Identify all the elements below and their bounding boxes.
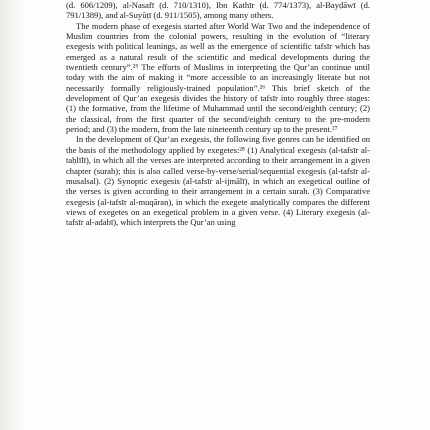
paragraph-modern-phase: The modern phase of exegesis started after World War Two and the independence of Muslim countries from the colonial powers, resulting in the evolution of “literary exegesis with political leanings, as well as the emergence of scientific tafsīr which has emerged as a natural result of the scientific and medical developments during the twentieth century”.²⁵ The efforts of Muslims in interpreting the Qur’an continue until today with the aim of making it “more accessible to an increasingly literate but not necessarily formally religiously-trained population”.²⁶ This brief sketch of the development of Qur’an exegesis divides the history of tafsīr into roughly three stages: (1) the formative, from the lifetime of Muhammad until the second/eighth century; (2) the classical, from the first quarter of the second/eighth century to the pre-modern period; and (3) the modern, from the late nineteenth century up to the present.²⁷ xyxy=(66,20,370,135)
paragraph-exegesis-genres: In the development of Qur’an exegesis, the following five genres can be identified on the basis of the methodology applied by exegetes:²⁸ (1) Analytical exegesis (al-tafsīr al-taḥlīlī), in which all the verses are interpreted according to their arrangement in a given chapter (surah); this is also called verse-by-verse/serial/sequential exegesis (al-tafsīr al-musalsal). (2) Synoptic exegesis (al-tafsīr al-ijmālī), in which an exegetical outline of the verses is given according to their arrangement in a certain surah. (3) Comparative exegesis (al-tafsīr al-muqāran), in which the exegete analytically compares the different views of exegetes on an exegetical problem in a given verse. (4) Literary exegesis (al-tafsīr al-adabī), which interprets the Qur’an using xyxy=(66,134,370,228)
page-gutter-shadow xyxy=(0,0,26,430)
paragraph-continued: (d. 606/1209), al-Nasafī (d. 710/1310), Ibn Kathīr (d. 774/1373), al-Bayḍāwī (d. 791/1389), and al-Suyūṭī (d. 911/1505), among many others. xyxy=(66,0,370,21)
text-column xyxy=(66,0,370,228)
